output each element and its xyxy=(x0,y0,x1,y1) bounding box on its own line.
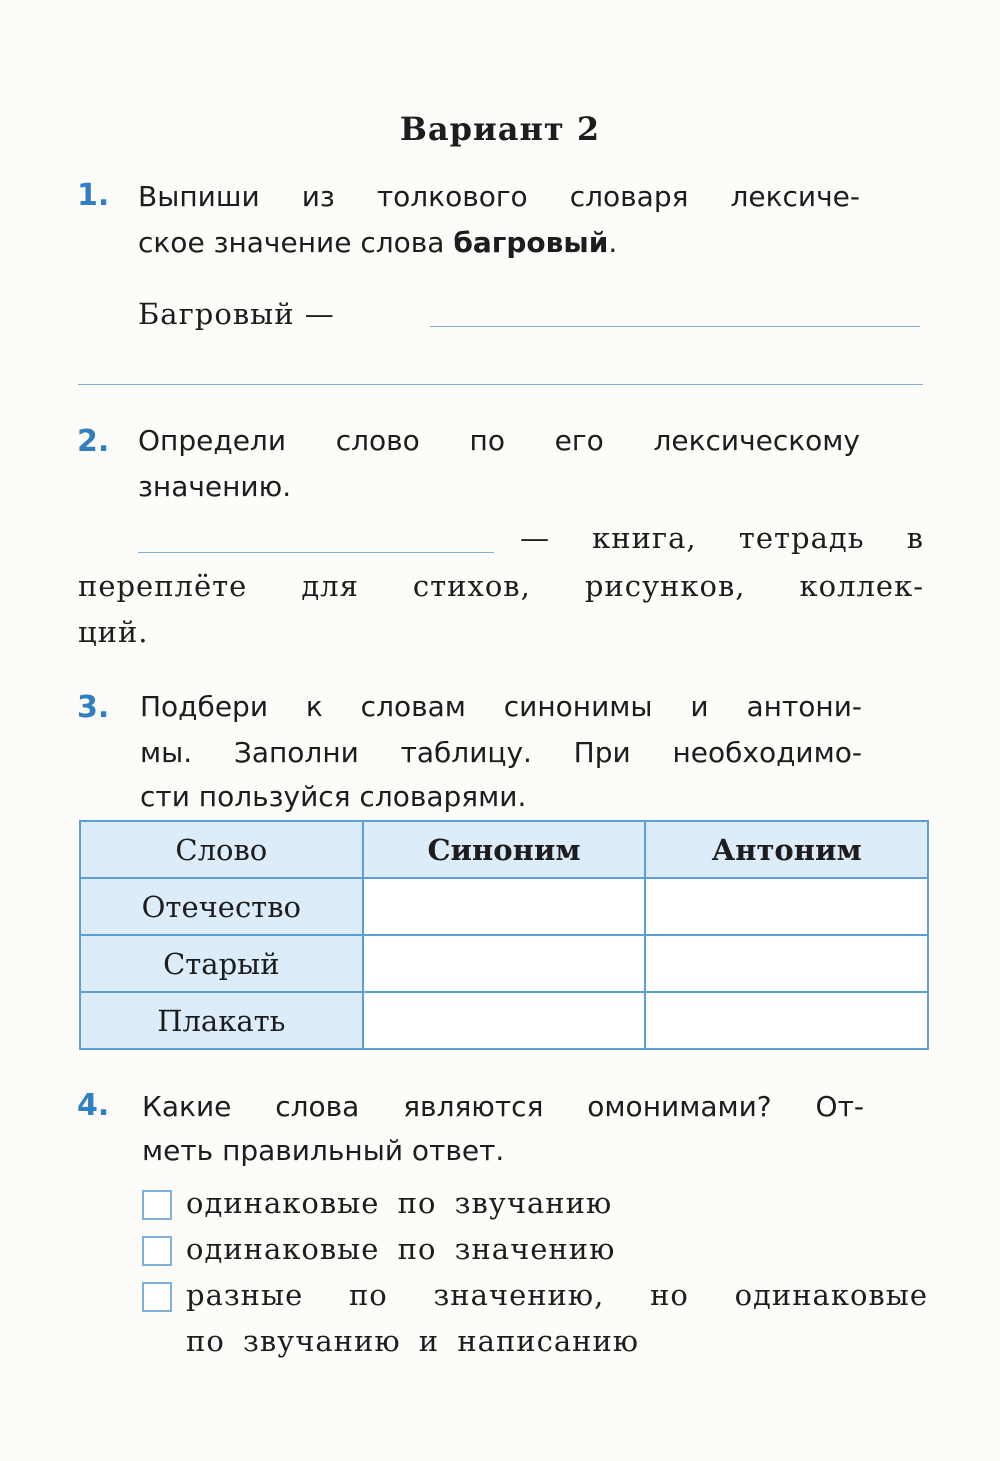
task1-answer-label: Багровый — xyxy=(138,297,335,331)
task1-keyword: багровый xyxy=(453,226,609,259)
row-word: Старый xyxy=(80,935,363,992)
header-antonym: Антоним xyxy=(645,821,928,878)
option-1-checkbox[interactable] xyxy=(142,1190,172,1220)
synonym-cell[interactable] xyxy=(363,935,646,992)
header-word: Слово xyxy=(80,821,363,878)
task1-text-line2 xyxy=(138,220,860,266)
task1-answer-line-2[interactable] xyxy=(78,384,923,385)
task1-answer-line-1[interactable] xyxy=(430,326,920,327)
task1-line2-prefix: ское значение слова xyxy=(138,226,454,259)
row-word: Отечество xyxy=(80,878,363,935)
table-row xyxy=(80,878,928,935)
task3-text-line2: мы. Заполни таблицу. При необходимо- xyxy=(140,736,862,769)
option-1-label: одинаковые по звучанию xyxy=(186,1186,613,1220)
row-word: Плакать xyxy=(80,992,363,1049)
task2-definition-line3: ций. xyxy=(78,615,149,649)
option-3 xyxy=(142,1272,928,1364)
task2-text-line1: Определи слово по его лексическому xyxy=(138,424,860,457)
page-title: Вариант 2 xyxy=(399,110,601,148)
header-synonym: Синоним xyxy=(363,821,646,878)
antonym-cell[interactable] xyxy=(645,935,928,992)
task4-number: 4. xyxy=(77,1088,110,1123)
task2-definition-line2: переплёте для стихов, рисунков, коллек- xyxy=(78,569,924,603)
synonym-cell[interactable] xyxy=(363,992,646,1049)
option-3-label xyxy=(186,1272,928,1364)
task4-text-line1: Какие слова являются омонимами? От- xyxy=(142,1090,864,1123)
task4-text-line2: меть правильный ответ. xyxy=(142,1134,505,1167)
synonym-cell[interactable] xyxy=(363,878,646,935)
option-2-checkbox[interactable] xyxy=(142,1236,172,1266)
task3-text-line3: сти пользуйся словарями. xyxy=(140,780,527,813)
table-row xyxy=(80,935,928,992)
task1-line2-suffix: . xyxy=(608,226,618,259)
task3-number: 3. xyxy=(77,690,110,725)
task2-text-line2: значению. xyxy=(138,470,292,503)
option-3-checkbox[interactable] xyxy=(142,1282,172,1312)
task2-definition-line1: — книга, тетрадь в xyxy=(520,521,924,555)
table-header-row xyxy=(80,821,928,878)
task1-text-line1: Выпиши из толкового словаря лексиче- xyxy=(138,180,860,213)
table-row xyxy=(80,992,928,1049)
option-2-label: одинаковые по значению xyxy=(186,1232,616,1266)
task1-number: 1. xyxy=(77,178,110,213)
task2-number: 2. xyxy=(77,424,110,459)
antonym-cell[interactable] xyxy=(645,992,928,1049)
antonym-cell[interactable] xyxy=(645,878,928,935)
option-2 xyxy=(142,1226,615,1272)
task3-text-line1: Подбери к словам синонимы и антони- xyxy=(140,690,862,723)
option-3-label-line1: разные по значению, но одинаковые xyxy=(186,1278,928,1312)
synonyms-antonyms-table xyxy=(79,820,929,1050)
option-1 xyxy=(142,1180,612,1226)
task2-answer-line[interactable] xyxy=(138,552,494,553)
option-3-label-line2: по звучанию и написанию xyxy=(186,1324,640,1358)
